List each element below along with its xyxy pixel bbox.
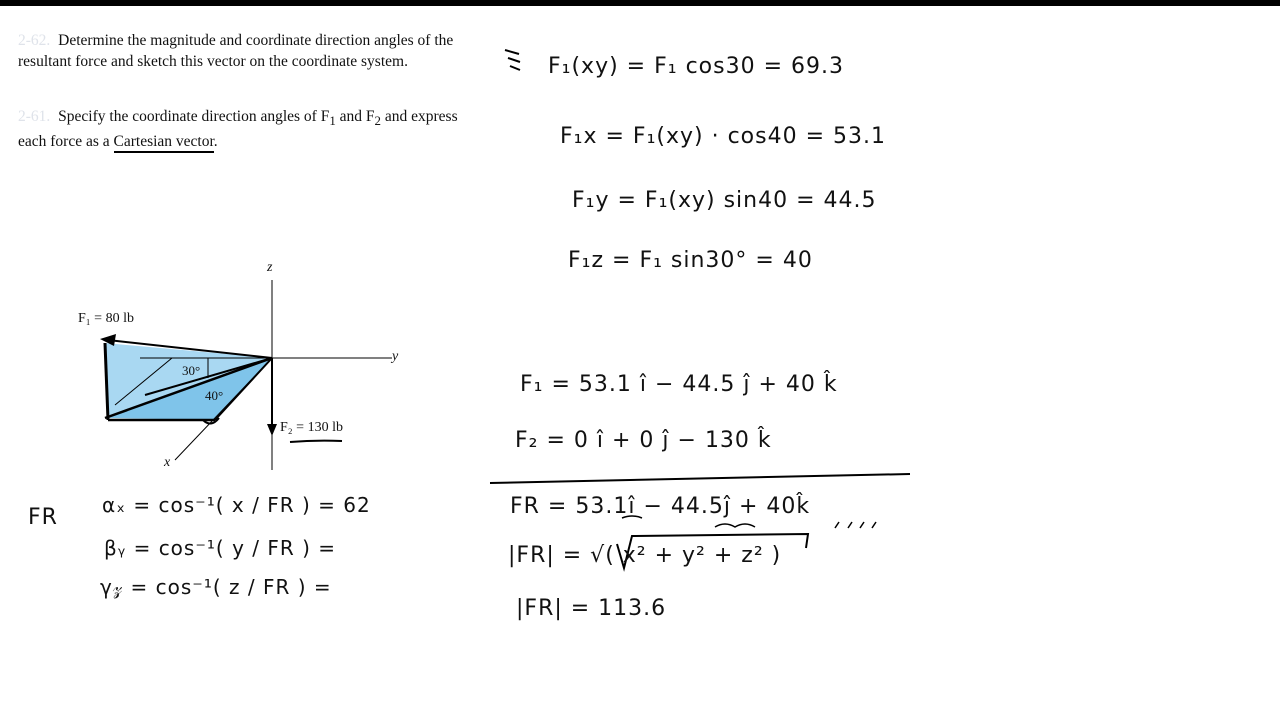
problem-text-d: . <box>213 133 218 151</box>
problem-number: 2-61. <box>18 108 51 125</box>
magnitude-formula: |FR| = √( x² + y² + z² ) <box>508 543 782 568</box>
work-line-f1y: F₁y = F₁(xy) sin40 = 44.5 <box>572 188 877 213</box>
resultant-vector: FR = 53.1î − 44.5ĵ + 40k̂ <box>510 494 811 519</box>
work-line-f1x: F₁x = F₁(xy) · cos40 = 53.1 <box>560 124 886 149</box>
beta-angle: βᵧ = cos⁻¹( y / FR ) = <box>104 536 337 560</box>
work-line-f1xy: F₁(xy) = F₁ cos30 = 69.3 <box>548 54 844 79</box>
tick-marks <box>835 522 876 528</box>
divider-line <box>490 474 910 483</box>
problem-text: Determine the magnitude and coordinate direction angles of the resultant force and sketch this vector on the coordinate system. <box>18 32 454 70</box>
problem-text-a: Specify the coordinate direction angles of F <box>58 108 330 125</box>
problem-text-b: and F <box>335 108 375 125</box>
alpha-angle: αₓ = cos⁻¹( x / FR ) = 62 <box>102 493 371 517</box>
cartesian-vector-underlined: Cartesian vector <box>114 133 214 153</box>
fr-label: FR <box>28 505 58 530</box>
squiggle-mark <box>715 524 755 527</box>
gamma-angle: γ𝓏 = cos⁻¹( z / FR ) = <box>100 575 332 599</box>
subscript-1: 1 <box>329 113 336 129</box>
problem-number: 2-62. <box>18 32 51 49</box>
y-axis-label: y <box>392 349 399 364</box>
problem-text-c: and express each force as a <box>18 108 458 151</box>
f2-arrowhead <box>267 424 277 436</box>
z-axis-label: z <box>267 260 273 275</box>
subscript-2: 2 <box>374 113 381 129</box>
f2-underline <box>290 441 342 442</box>
fz-scribble <box>505 50 520 70</box>
magnitude-value: |FR| = 113.6 <box>516 596 667 621</box>
vector-f2: F₂ = 0 î + 0 ĵ − 130 k̂ <box>515 428 772 453</box>
work-line-f1z: F₁z = F₁ sin30° = 40 <box>568 248 813 273</box>
vector-f1: F₁ = 53.1 î − 44.5 ĵ + 40 k̂ <box>520 372 838 397</box>
f1-label: F₁ = 80 lb <box>78 311 134 326</box>
x-axis-label: x <box>164 455 171 470</box>
angle-40-label: 40° <box>205 388 224 403</box>
f2-label: F₂ = 130 lb <box>280 420 343 435</box>
angle-30-label: 30° <box>182 363 201 378</box>
